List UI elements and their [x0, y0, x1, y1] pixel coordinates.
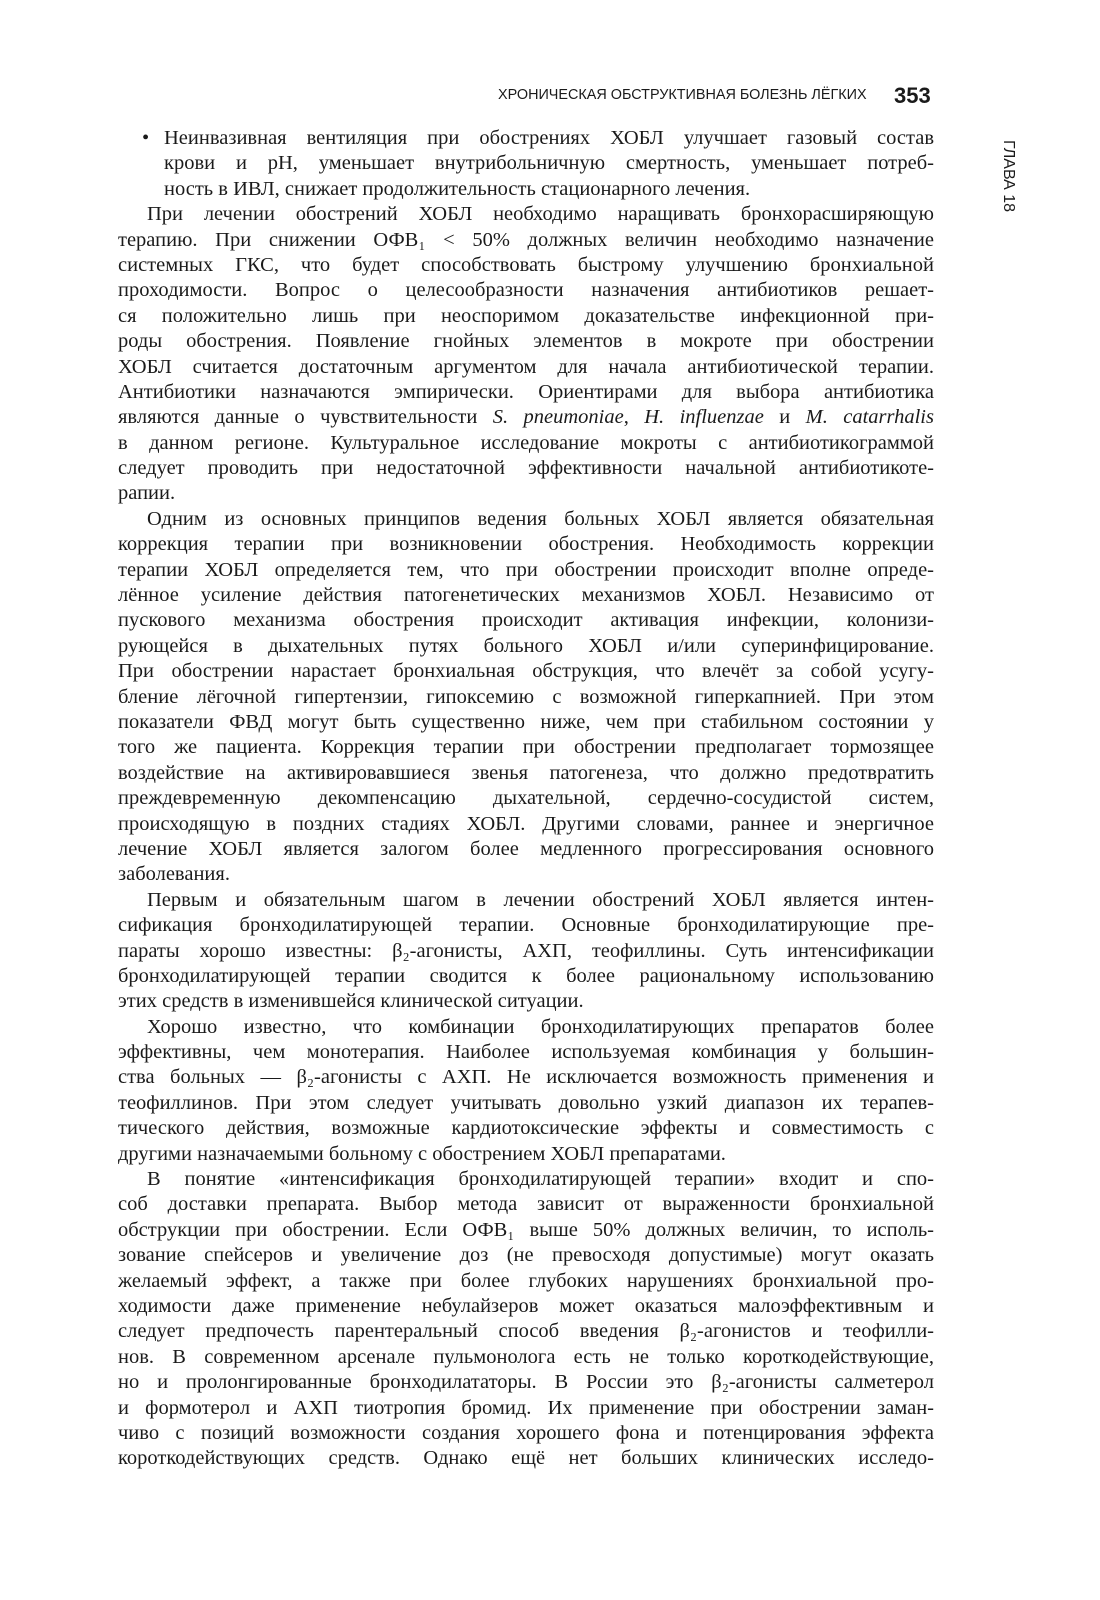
text-line: заболевания.	[118, 863, 230, 886]
text-line: и формотерол и АХП тиотропия бромид. Их применение при обострении заман-	[118, 1396, 934, 1419]
text-line: Первым и обязательным шагом в лечении обострений ХОБЛ является интен-	[147, 888, 934, 911]
text-line: При обострении нарастает бронхиальная обструкция, что влечёт за собой усугу-	[118, 660, 934, 683]
text-line: в данном регионе. Культуральное исследование мокроты с антибиотикограммой	[118, 431, 934, 454]
text-line: следует проводить при недостаточной эффективности начальной антибиотикоте-	[118, 457, 934, 480]
text-line: обструкции при обострении. Если ОФВ₁ выше 50% должных величин, то исполь-	[118, 1218, 934, 1241]
text-line: показатели ФВД могут быть существенно ниже, чем при стабильном состоянии у	[118, 710, 934, 733]
text-line: следует предпочесть парентеральный способ введения β₂-агонистов и теофилли-	[118, 1320, 934, 1343]
text-line: нов. В современном арсенале пульмонолога есть не только короткодействующие,	[118, 1345, 934, 1368]
text-line: теофиллинов. При этом следует учитывать довольно узкий диапазон их терапев-	[118, 1091, 934, 1114]
text-line: Антибиотики назначаются эмпирически. Ориентирами для выбора антибиотика	[118, 380, 934, 403]
text-line: терапии ХОБЛ определяется тем, что при обострении происходит вполне опреде-	[118, 558, 934, 581]
text-line: чиво с позиций возможности создания хорошего фона и потенцирования эффекта	[118, 1421, 934, 1444]
paragraph	[118, 1015, 934, 1167]
text-line: Одним из основных принципов ведения больных ХОБЛ является обязательная	[147, 507, 934, 530]
text-line: крови и рН, уменьшает внутрибольничную смертность, уменьшает потреб-	[164, 152, 934, 175]
text-line: ХОБЛ считается достаточным аргументом для начала антибиотической терапии.	[118, 355, 934, 378]
text-line: преждевременную декомпенсацию дыхательной, сердечно-сосудистой систем,	[118, 787, 934, 810]
text-line: происходящую в поздних стадиях ХОБЛ. Другими словами, раннее и энергичное	[118, 812, 934, 835]
text-line: системных ГКС, что будет способствовать быстрому улучшению бронхиальной	[118, 253, 934, 276]
bullet-item	[118, 126, 934, 202]
text-line: другими назначаемыми больному с обострением ХОБЛ препаратами.	[118, 1142, 726, 1165]
body-text	[118, 126, 934, 1472]
text-line: бронходилатирующей терапии сводится к более рациональному использованию	[118, 964, 934, 987]
text-line: параты хорошо известны: β₂-агонисты, АХП, теофиллины. Суть интенсификации	[118, 939, 934, 962]
text-line: являются данные о чувствительности S. pneumoniae, H. influenzae и M. catarrhalis	[118, 406, 934, 429]
text-line: проходимости. Вопрос о целесообразности назначения антибиотиков решает-	[118, 279, 934, 302]
text-line: ся положительно лишь при неоспоримом доказательстве инфекционной при-	[118, 304, 934, 327]
text-line: лённое усиление действия патогенетических механизмов ХОБЛ. Независимо от	[118, 584, 934, 607]
text-line: Хорошо известно, что комбинации бронходилатирующих препаратов более	[147, 1015, 934, 1038]
text-line: короткодействующих средств. Однако ещё нет больших клинических исследо-	[118, 1447, 934, 1470]
bullet-icon: •	[142, 127, 150, 149]
text-line: ходимости даже применение небулайзеров может оказаться малоэффективным и	[118, 1294, 934, 1317]
text-line: бление лёгочной гипертензии, гипоксемию с возможной гиперкапнией. При этом	[118, 685, 934, 708]
text-line: ства больных — β₂-агонисты с АХП. Не исключается возможность применения и	[118, 1066, 934, 1089]
paragraph	[118, 202, 934, 507]
text-line: но и пролонгированные бронходилататоры. В России это β₂-агонисты салметерол	[118, 1371, 934, 1394]
text-line: рапии.	[118, 482, 176, 505]
text-line: желаемый эффект, а также при более глубоких нарушениях бронхиальной про-	[118, 1269, 934, 1292]
text-line: роды обострения. Появление гнойных элементов в мокроте при обострении	[118, 330, 934, 353]
paragraph	[118, 888, 934, 1015]
text-line: того же пациента. Коррекция терапии при обострении предполагает тормозящее	[118, 736, 934, 759]
running-title: ХРОНИЧЕСКАЯ ОБСТРУКТИВНАЯ БОЛЕЗНЬ ЛЁГКИХ	[498, 87, 867, 103]
chapter-side-tab: ГЛАВА 18	[1000, 140, 1017, 212]
text-line: рующейся в дыхательных путях больного ХОБЛ и/или суперинфицирование.	[118, 634, 934, 657]
text-line: соб доставки препарата. Выбор метода зависит от выраженности бронхиальной	[118, 1193, 934, 1216]
text-line: При лечении обострений ХОБЛ необходимо наращивать бронхорасширяющую	[147, 203, 934, 226]
text-line: эффективны, чем монотерапия. Наиболее используемая комбинация у большин-	[118, 1041, 934, 1064]
text-line: лечение ХОБЛ является залогом более медленного прогрессирования основного	[118, 837, 934, 860]
text-line: • Неинвазивная вентиляция при обострениях ХОБЛ улучшает газовый состав	[118, 126, 934, 151]
text-line: этих средств в изменившейся клинической ситуации.	[118, 990, 584, 1013]
text-line: ность в ИВЛ, снижает продолжительность стационарного лечения.	[164, 177, 751, 200]
text-line: коррекция терапии при возникновении обострения. Необходимость коррекции	[118, 533, 934, 556]
paragraph	[118, 1167, 934, 1472]
text-line: В понятие «интенсификация бронходилатирующей терапии» входит и спо-	[147, 1168, 934, 1191]
text-line: терапию. При снижении ОФВ₁ < 50% должных величин необходимо назначение	[118, 228, 934, 251]
page-number: 353	[894, 83, 931, 108]
paragraph	[118, 507, 934, 888]
text-line: воздействие на активировавшиеся звенья патогенеза, что должно предотвратить	[118, 761, 934, 784]
text-line: зование спейсеров и увеличение доз (не превосходя допустимые) могут оказать	[118, 1244, 934, 1267]
text-line: пускового механизма обострения происходит активация инфекции, колонизи-	[118, 609, 934, 632]
text-line: тического действия, возможные кардиотоксические эффекты и совместимость с	[118, 1117, 934, 1140]
text-line: сификация бронходилатирующей терапии. Основные бронходилатирующие пре-	[118, 914, 934, 937]
